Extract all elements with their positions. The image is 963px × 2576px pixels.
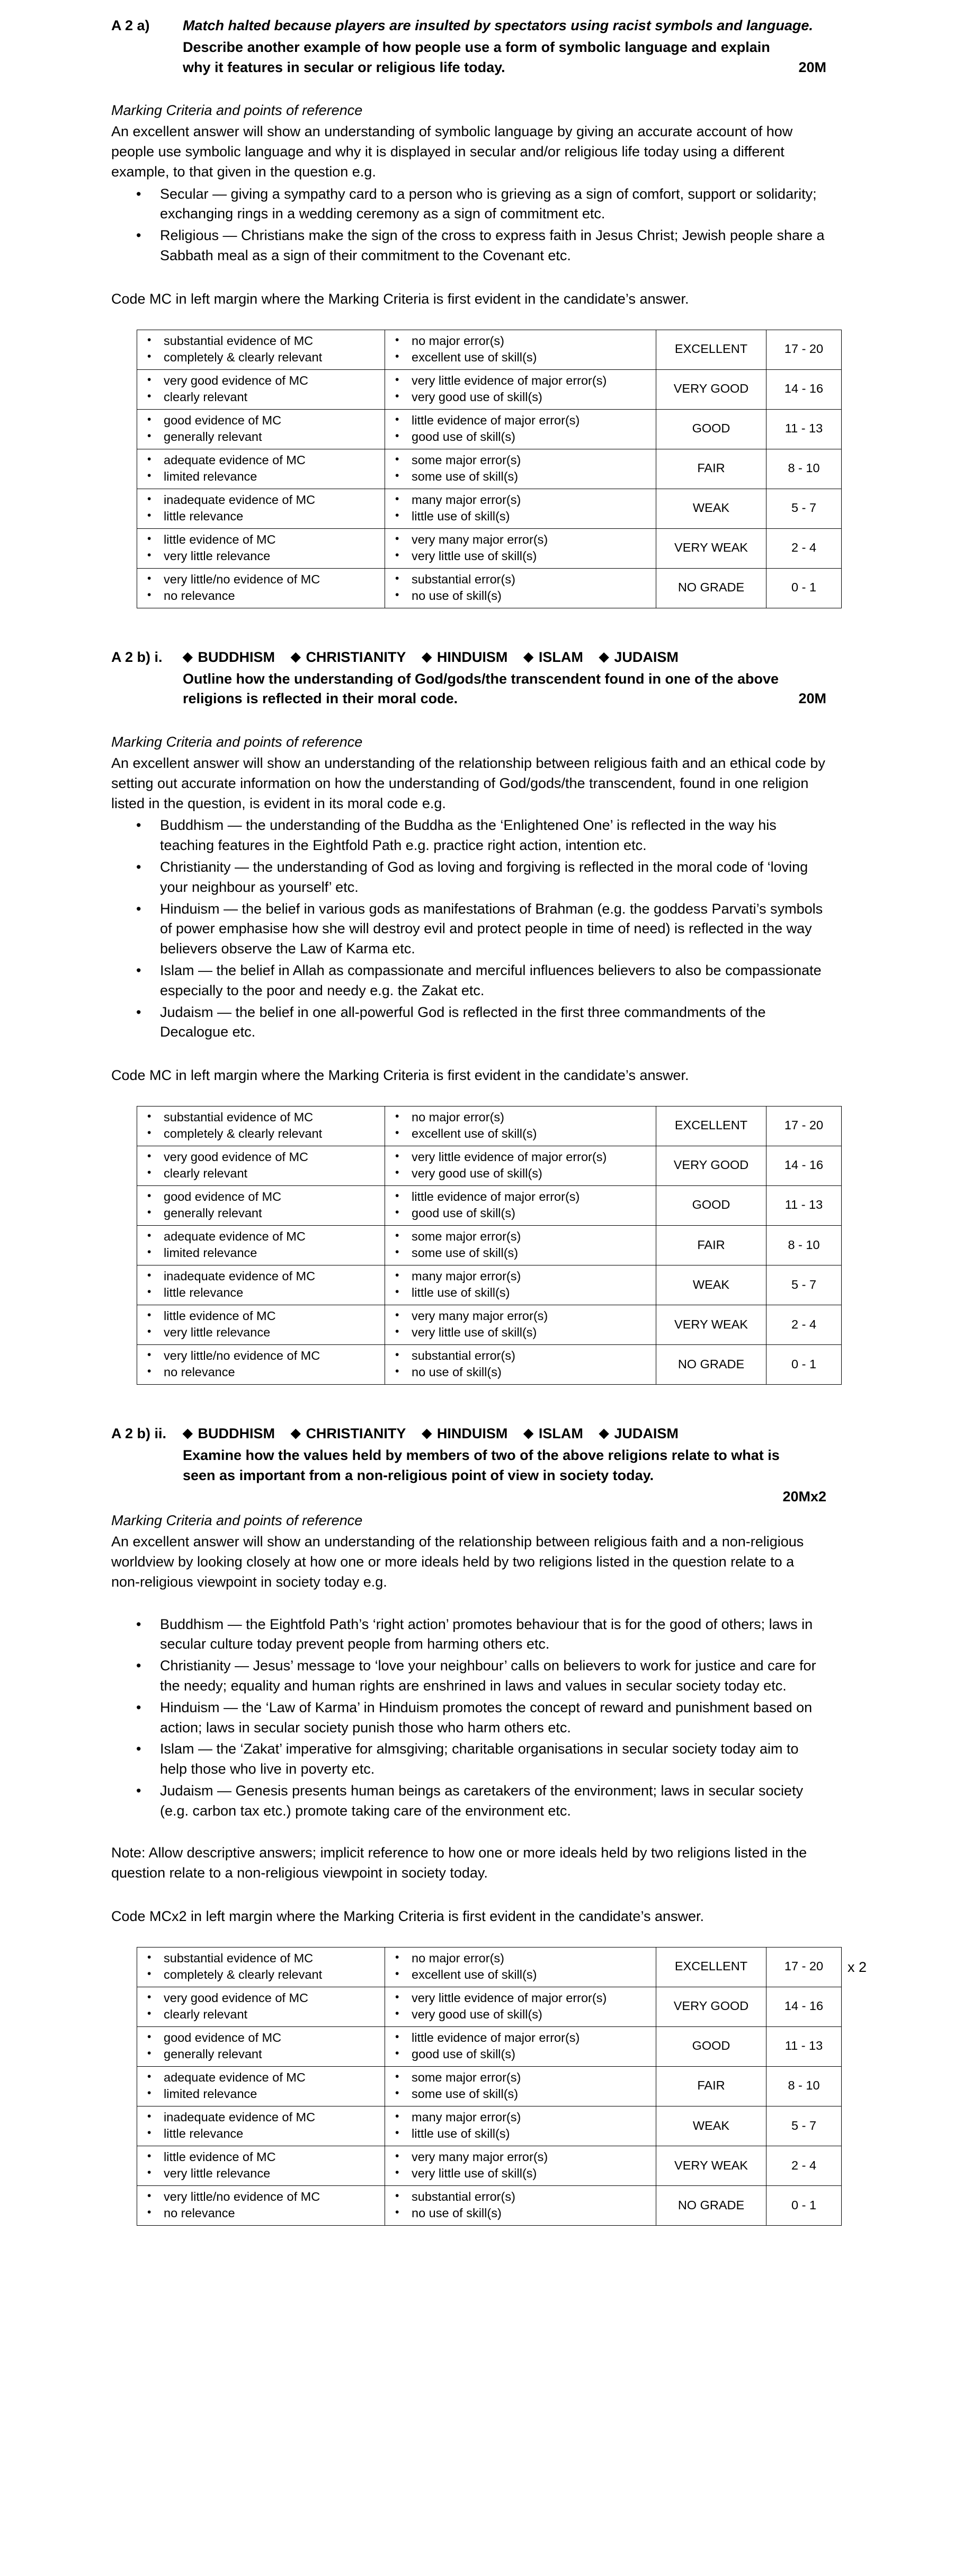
errors-line: • very little evidence of major error(s) bbox=[388, 1149, 653, 1165]
mark-range-cell: 14 - 16 bbox=[766, 1146, 842, 1185]
criteria-cell bbox=[137, 1226, 385, 1265]
question-section-3 bbox=[111, 1424, 867, 2226]
grade-cell: VERY WEAK bbox=[656, 2146, 766, 2186]
criteria-line: • generally relevant bbox=[140, 2046, 381, 2062]
grading-table-row bbox=[137, 1265, 842, 1305]
point-item: • Islam — the belief in Allah as compassionate and merciful influences believers to also be compassionate especially to the poor and needy e.g. the Zakat etc. bbox=[111, 961, 826, 1001]
criteria-line: • good evidence of MC bbox=[140, 2030, 381, 2046]
grading-table bbox=[137, 1106, 842, 1385]
point-item: • Christianity — Jesus’ message to ‘love your neighbour’ calls on believers to work for justice and care for the needy; equality and human rights are enshrined in laws and values in secular society today etc. bbox=[111, 1656, 826, 1696]
marks-label: 20M bbox=[798, 59, 826, 75]
errors-line: • little evidence of major error(s) bbox=[388, 1189, 653, 1205]
criteria-line: • little evidence of MC bbox=[140, 2149, 381, 2165]
criteria-line: • very little/no evidence of MC bbox=[140, 2189, 381, 2205]
grading-table-row bbox=[137, 2026, 842, 2066]
grade-cell: EXCELLENT bbox=[656, 1106, 766, 1146]
mark-range-cell: 5 - 7 bbox=[766, 1265, 842, 1305]
grading-table-row bbox=[137, 2066, 842, 2106]
errors-cell bbox=[385, 528, 656, 568]
criteria-intro-paragraph: An excellent answer will show an understanding of symbolic language by giving an accurate account of how people use symbolic language and why it is displayed in secular and/or religious life today using a different example, to that given in the question e.g. bbox=[111, 123, 793, 180]
religion-item bbox=[422, 649, 507, 665]
criteria-intro-paragraph: An excellent answer will show an understanding of the relationship between religious faith and an ethical code by setting out accurate information on how the understanding of God/gods/the transcendent, found in one religion listed in the question, is evident in its moral code e.g. bbox=[111, 755, 825, 811]
religion-item bbox=[523, 649, 583, 665]
religion-name: BUDDHISM bbox=[198, 649, 275, 665]
religion-name: JUDAISM bbox=[614, 649, 679, 665]
grading-table-wrap bbox=[137, 1947, 867, 2226]
grading-table-row bbox=[137, 2146, 842, 2186]
criteria-line: • very little relevance bbox=[140, 548, 381, 564]
errors-line: • some use of skill(s) bbox=[388, 2086, 653, 2102]
criteria-line: • no relevance bbox=[140, 2205, 381, 2221]
grading-table-row bbox=[137, 1345, 842, 1385]
criteria-line: • substantial evidence of MC bbox=[140, 333, 381, 349]
mark-range-cell: 2 - 4 bbox=[766, 528, 842, 568]
grading-table-body bbox=[137, 1106, 842, 1384]
grading-table-row bbox=[137, 409, 842, 449]
grading-table bbox=[137, 1947, 842, 2226]
grading-table-row bbox=[137, 568, 842, 608]
mark-range-cell: 8 - 10 bbox=[766, 1226, 842, 1265]
errors-cell bbox=[385, 489, 656, 528]
mark-range-cell: 0 - 1 bbox=[766, 568, 842, 608]
errors-line: • substantial error(s) bbox=[388, 2189, 653, 2205]
mark-range-cell: 11 - 13 bbox=[766, 1185, 842, 1225]
mark-range-cell: 11 - 13 bbox=[766, 2026, 842, 2066]
criteria-line: • limited relevance bbox=[140, 468, 381, 485]
sections-container bbox=[111, 16, 867, 2226]
criteria-cell bbox=[137, 568, 385, 608]
marks-label: 20M bbox=[798, 691, 826, 707]
grade-cell: EXCELLENT bbox=[656, 1947, 766, 1987]
criteria-cell bbox=[137, 1185, 385, 1225]
criteria-line: • clearly relevant bbox=[140, 2006, 381, 2023]
criteria-cell bbox=[137, 1345, 385, 1385]
marks-label: 20Mx2 bbox=[782, 1488, 826, 1504]
code-note-paragraph: Code MC in left margin where the Marking Criteria is first evident in the candidate’s answer. bbox=[111, 1067, 689, 1084]
grading-table-row bbox=[137, 1106, 842, 1146]
point-item: • Secular — giving a sympathy card to a person who is grieving as a sign of comfort, support or solidarity; exchanging rings in a wedding ceremony as a sign of commitment etc. bbox=[111, 184, 826, 225]
errors-line: • very good use of skill(s) bbox=[388, 2006, 653, 2023]
marking-criteria-heading: Marking Criteria and points of reference bbox=[111, 734, 363, 750]
errors-line: • no use of skill(s) bbox=[388, 588, 653, 604]
mark-range-cell: 17 - 20 bbox=[766, 330, 842, 369]
errors-cell bbox=[385, 2066, 656, 2106]
grading-table-row bbox=[137, 2106, 842, 2146]
errors-line: • excellent use of skill(s) bbox=[388, 1126, 653, 1142]
criteria-cell bbox=[137, 409, 385, 449]
religion-item bbox=[599, 649, 679, 665]
grading-table-row bbox=[137, 1987, 842, 2026]
errors-line: • very little use of skill(s) bbox=[388, 548, 653, 564]
religion-item bbox=[183, 1426, 275, 1441]
errors-cell bbox=[385, 2146, 656, 2186]
religion-name: HINDUISM bbox=[436, 1426, 508, 1442]
errors-cell bbox=[385, 330, 656, 369]
grade-cell: NO GRADE bbox=[656, 2186, 766, 2226]
diamond-icon: ◆ bbox=[422, 649, 432, 664]
grading-table-row bbox=[137, 1226, 842, 1265]
point-item: • Judaism — the belief in one all-powerful God is reflected in the first three commandments of the Decalogue etc. bbox=[111, 1003, 826, 1043]
criteria-cell bbox=[137, 330, 385, 369]
grade-cell: GOOD bbox=[656, 1185, 766, 1225]
errors-cell bbox=[385, 568, 656, 608]
point-item: • Religious — Christians make the sign of the cross to express faith in Jesus Christ; Jewish people share a Sabbath meal as a sign of their commitment to the Covenant etc. bbox=[111, 226, 826, 266]
criteria-cell bbox=[137, 2146, 385, 2186]
grade-cell: NO GRADE bbox=[656, 1345, 766, 1385]
grading-table bbox=[137, 330, 842, 608]
religion-item bbox=[291, 1426, 406, 1441]
grading-table-row bbox=[137, 1146, 842, 1185]
criteria-cell bbox=[137, 2186, 385, 2226]
mark-range-cell: 11 - 13 bbox=[766, 409, 842, 449]
mark-range-cell: 17 - 20 bbox=[766, 1947, 842, 1987]
errors-cell bbox=[385, 1265, 656, 1305]
errors-line: • substantial error(s) bbox=[388, 1348, 653, 1364]
question-text: Examine how the values held by members of two of the above religions relate to what is seen as important from a non-religious point of view in society today. bbox=[183, 1447, 780, 1483]
errors-line: • very many major error(s) bbox=[388, 532, 653, 548]
grade-cell: VERY GOOD bbox=[656, 1987, 766, 2026]
criteria-line: • no relevance bbox=[140, 1364, 381, 1380]
errors-line: • good use of skill(s) bbox=[388, 429, 653, 445]
diamond-icon: ◆ bbox=[523, 649, 533, 664]
criteria-line: • substantial evidence of MC bbox=[140, 1109, 381, 1126]
criteria-line: • adequate evidence of MC bbox=[140, 2069, 381, 2086]
question-header bbox=[111, 16, 826, 77]
errors-line: • no use of skill(s) bbox=[388, 2205, 653, 2221]
mark-range-cell: 2 - 4 bbox=[766, 1305, 842, 1345]
errors-line: • very little evidence of major error(s) bbox=[388, 373, 653, 389]
note-paragraph: Note: Allow descriptive answers; implicit reference to how one or more ideals held by two religions listed in the question relate to a non-religious viewpoint in society today. bbox=[111, 1845, 807, 1881]
grade-cell: WEAK bbox=[656, 1265, 766, 1305]
grade-cell: VERY WEAK bbox=[656, 1305, 766, 1345]
criteria-line: • inadequate evidence of MC bbox=[140, 492, 381, 508]
grading-table-row bbox=[137, 1305, 842, 1345]
criteria-line: • inadequate evidence of MC bbox=[140, 2109, 381, 2126]
criteria-line: • completely & clearly relevant bbox=[140, 1967, 381, 1983]
religion-name: CHRISTIANITY bbox=[306, 1426, 406, 1442]
grading-table-wrap bbox=[137, 1106, 841, 1385]
criteria-line: • substantial evidence of MC bbox=[140, 1950, 381, 1967]
religion-name: ISLAM bbox=[538, 1426, 583, 1442]
grade-cell: EXCELLENT bbox=[656, 330, 766, 369]
criteria-cell bbox=[137, 1265, 385, 1305]
mark-range-cell: 2 - 4 bbox=[766, 2146, 842, 2186]
religion-item bbox=[523, 1426, 583, 1441]
question-line bbox=[183, 1446, 826, 1486]
question-label: A 2 b) ii. bbox=[111, 1426, 167, 1442]
question-body bbox=[183, 648, 826, 709]
grading-table-body bbox=[137, 330, 842, 608]
grading-table-body bbox=[137, 1947, 842, 2225]
errors-line: • very little use of skill(s) bbox=[388, 1324, 653, 1341]
errors-line: • some major error(s) bbox=[388, 1228, 653, 1245]
grading-table-row bbox=[137, 449, 842, 489]
errors-line: • no major error(s) bbox=[388, 1950, 653, 1967]
grading-table-row bbox=[137, 369, 842, 409]
criteria-line: • limited relevance bbox=[140, 1245, 381, 1261]
point-item: • Hinduism — the ‘Law of Karma’ in Hinduism promotes the concept of reward and punishment based on action; laws in secular society punish those who harm others etc. bbox=[111, 1698, 826, 1738]
question-text: Outline how the understanding of God/gods/the transcendent found in one of the above religions is reflected in their moral code. bbox=[183, 670, 779, 707]
criteria-cell bbox=[137, 2106, 385, 2146]
criteria-line: • generally relevant bbox=[140, 429, 381, 445]
mark-range-cell: 8 - 10 bbox=[766, 449, 842, 489]
question-section-2 bbox=[111, 648, 826, 1385]
question-section-1 bbox=[111, 16, 826, 608]
criteria-line: • adequate evidence of MC bbox=[140, 452, 381, 468]
grade-cell: VERY GOOD bbox=[656, 1146, 766, 1185]
criteria-line: • very good evidence of MC bbox=[140, 373, 381, 389]
errors-line: • very good use of skill(s) bbox=[388, 389, 653, 405]
errors-cell bbox=[385, 1106, 656, 1146]
errors-line: • little evidence of major error(s) bbox=[388, 2030, 653, 2046]
grade-cell: FAIR bbox=[656, 2066, 766, 2106]
grading-table-row bbox=[137, 1185, 842, 1225]
diamond-icon: ◆ bbox=[599, 649, 609, 664]
criteria-cell bbox=[137, 1947, 385, 1987]
grading-table-row bbox=[137, 2186, 842, 2226]
question-text: Describe another example of how people use a form of symbolic language and explain why it features in secular or religious life today. bbox=[183, 39, 770, 75]
errors-cell bbox=[385, 1185, 656, 1225]
code-note-paragraph: Code MC in left margin where the Marking Criteria is first evident in the candidate’s answer. bbox=[111, 290, 689, 307]
religion-name: JUDAISM bbox=[614, 1426, 679, 1442]
criteria-line: • little relevance bbox=[140, 508, 381, 525]
point-item: • Hinduism — the belief in various gods as manifestations of Brahman (e.g. the goddess Parvati’s symbols of power emphasise how she will destroy evil and protect people in time of need) is reflected in the way believers observe the Law of Karma etc. bbox=[111, 899, 826, 959]
criteria-cell bbox=[137, 1987, 385, 2026]
mark-range-cell: 5 - 7 bbox=[766, 2106, 842, 2146]
errors-line: • very little evidence of major error(s) bbox=[388, 1990, 653, 2006]
errors-line: • little use of skill(s) bbox=[388, 2126, 653, 2142]
diamond-icon: ◆ bbox=[183, 649, 193, 664]
religion-name: BUDDHISM bbox=[198, 1426, 275, 1442]
question-label: A 2 b) i. bbox=[111, 649, 163, 665]
errors-line: • many major error(s) bbox=[388, 1268, 653, 1285]
stimulus-text: Match halted because players are insulted by spectators using racist symbols and language. bbox=[183, 17, 813, 33]
criteria-line: • good evidence of MC bbox=[140, 1189, 381, 1205]
errors-line: • excellent use of skill(s) bbox=[388, 349, 653, 366]
question-line bbox=[183, 669, 826, 710]
errors-cell bbox=[385, 449, 656, 489]
errors-line: • substantial error(s) bbox=[388, 571, 653, 588]
criteria-line: • completely & clearly relevant bbox=[140, 1126, 381, 1142]
grade-cell: WEAK bbox=[656, 2106, 766, 2146]
question-body bbox=[183, 16, 826, 77]
grade-cell: FAIR bbox=[656, 449, 766, 489]
religion-name: CHRISTIANITY bbox=[306, 649, 406, 665]
point-item: • Christianity — the understanding of God as loving and forgiving is reflected in the moral code of ‘loving your neighbour as yourself’ etc. bbox=[111, 857, 826, 898]
points-list bbox=[111, 1615, 826, 1821]
mark-range-cell: 5 - 7 bbox=[766, 489, 842, 528]
religion-item bbox=[291, 649, 406, 665]
diamond-icon: ◆ bbox=[183, 1426, 193, 1441]
errors-line: • good use of skill(s) bbox=[388, 2046, 653, 2062]
criteria-cell bbox=[137, 1305, 385, 1345]
points-list bbox=[111, 184, 826, 266]
grading-table-row bbox=[137, 330, 842, 369]
errors-line: • many major error(s) bbox=[388, 2109, 653, 2126]
mark-range-cell: 0 - 1 bbox=[766, 1345, 842, 1385]
criteria-line: • very good evidence of MC bbox=[140, 1149, 381, 1165]
errors-line: • some use of skill(s) bbox=[388, 1245, 653, 1261]
point-item: • Judaism — Genesis presents human beings as caretakers of the environment; laws in secular society (e.g. carbon tax etc.) promote taking care of the environment etc. bbox=[111, 1781, 826, 1821]
diamond-icon: ◆ bbox=[422, 1426, 432, 1441]
errors-cell bbox=[385, 1305, 656, 1345]
criteria-cell bbox=[137, 528, 385, 568]
religion-name: HINDUISM bbox=[436, 649, 508, 665]
criteria-line: • generally relevant bbox=[140, 1205, 381, 1221]
grade-cell: VERY GOOD bbox=[656, 369, 766, 409]
grade-cell: NO GRADE bbox=[656, 568, 766, 608]
religion-name: ISLAM bbox=[538, 649, 583, 665]
marking-criteria-heading: Marking Criteria and points of reference bbox=[111, 1512, 363, 1529]
errors-line: • no use of skill(s) bbox=[388, 1364, 653, 1380]
grade-cell: VERY WEAK bbox=[656, 528, 766, 568]
grading-table-row bbox=[137, 1947, 842, 1987]
criteria-line: • very good evidence of MC bbox=[140, 1990, 381, 2006]
errors-line: • excellent use of skill(s) bbox=[388, 1967, 653, 1983]
grading-table-row bbox=[137, 528, 842, 568]
criteria-cell bbox=[137, 2066, 385, 2106]
question-line bbox=[183, 38, 826, 78]
grading-table-wrap bbox=[137, 330, 841, 608]
code-note-paragraph: Code MCx2 in left margin where the Marking Criteria is first evident in the candidate’s answer. bbox=[111, 1908, 705, 1925]
question-label: A 2 a) bbox=[111, 17, 150, 33]
errors-line: • little use of skill(s) bbox=[388, 1285, 653, 1301]
question-body bbox=[183, 1424, 826, 1507]
errors-cell bbox=[385, 2026, 656, 2066]
criteria-line: • limited relevance bbox=[140, 2086, 381, 2102]
errors-line: • very little use of skill(s) bbox=[388, 2165, 653, 2182]
grade-cell: GOOD bbox=[656, 2026, 766, 2066]
errors-cell bbox=[385, 1345, 656, 1385]
religions-line bbox=[183, 1424, 826, 1444]
marking-criteria-heading: Marking Criteria and points of reference bbox=[111, 102, 363, 119]
errors-line: • some major error(s) bbox=[388, 2069, 653, 2086]
mark-range-cell: 14 - 16 bbox=[766, 369, 842, 409]
errors-cell bbox=[385, 2186, 656, 2226]
table-multiplier-annotation: x 2 bbox=[848, 1959, 867, 1975]
religion-item bbox=[422, 1426, 507, 1441]
errors-line: • little evidence of major error(s) bbox=[388, 412, 653, 429]
errors-line: • no major error(s) bbox=[388, 333, 653, 349]
point-item: • Buddhism — the Eightfold Path’s ‘right action’ promotes behaviour that is for the good of others; laws in secular culture today prevent people from harming others etc. bbox=[111, 1615, 826, 1655]
grade-cell: GOOD bbox=[656, 409, 766, 449]
errors-line: • very good use of skill(s) bbox=[388, 1165, 653, 1182]
criteria-cell bbox=[137, 2026, 385, 2066]
errors-line: • very many major error(s) bbox=[388, 1308, 653, 1324]
mark-range-cell: 0 - 1 bbox=[766, 2186, 842, 2226]
criteria-line: • clearly relevant bbox=[140, 389, 381, 405]
criteria-line: • little relevance bbox=[140, 2126, 381, 2142]
errors-cell bbox=[385, 1146, 656, 1185]
criteria-intro-paragraph: An excellent answer will show an understanding of the relationship between religious faith and a non-religious worldview by looking closely at how one or more ideals held by two religions listed in the question relate to a non-religious viewpoint in society today e.g. bbox=[111, 1534, 804, 1590]
mark-range-cell: 17 - 20 bbox=[766, 1106, 842, 1146]
errors-cell bbox=[385, 369, 656, 409]
religion-item bbox=[599, 1426, 679, 1441]
errors-line: • no major error(s) bbox=[388, 1109, 653, 1126]
religion-item bbox=[183, 649, 275, 665]
criteria-line: • clearly relevant bbox=[140, 1165, 381, 1182]
diamond-icon: ◆ bbox=[290, 649, 301, 664]
criteria-line: • very little/no evidence of MC bbox=[140, 571, 381, 588]
errors-cell bbox=[385, 409, 656, 449]
mark-range-cell: 8 - 10 bbox=[766, 2066, 842, 2106]
criteria-line: • very little relevance bbox=[140, 1324, 381, 1341]
criteria-line: • little evidence of MC bbox=[140, 1308, 381, 1324]
grade-cell: WEAK bbox=[656, 489, 766, 528]
errors-cell bbox=[385, 2106, 656, 2146]
errors-line: • many major error(s) bbox=[388, 492, 653, 508]
criteria-line: • completely & clearly relevant bbox=[140, 349, 381, 366]
criteria-cell bbox=[137, 1106, 385, 1146]
point-item: • Buddhism — the understanding of the Buddha as the ‘Enlightened One’ is reflected in the way his teaching features in the Eightfold Path e.g. practice right action, intention etc. bbox=[111, 816, 826, 856]
errors-cell bbox=[385, 1226, 656, 1265]
points-list bbox=[111, 816, 826, 1042]
criteria-cell bbox=[137, 369, 385, 409]
criteria-line: • no relevance bbox=[140, 588, 381, 604]
grade-cell: FAIR bbox=[656, 1226, 766, 1265]
criteria-line: • good evidence of MC bbox=[140, 412, 381, 429]
criteria-line: • very little relevance bbox=[140, 2165, 381, 2182]
criteria-line: • very little/no evidence of MC bbox=[140, 1348, 381, 1364]
point-item: • Islam — the ‘Zakat’ imperative for almsgiving; charitable organisations in secular society today aim to help those who live in poverty etc. bbox=[111, 1739, 826, 1780]
criteria-line: • adequate evidence of MC bbox=[140, 1228, 381, 1245]
question-header bbox=[111, 1424, 826, 1507]
criteria-line: • little relevance bbox=[140, 1285, 381, 1301]
errors-line: • good use of skill(s) bbox=[388, 1205, 653, 1221]
errors-cell bbox=[385, 1947, 656, 1987]
errors-line: • little use of skill(s) bbox=[388, 508, 653, 525]
grading-table-row bbox=[137, 489, 842, 528]
errors-line: • some use of skill(s) bbox=[388, 468, 653, 485]
diamond-icon: ◆ bbox=[523, 1426, 533, 1441]
criteria-cell bbox=[137, 449, 385, 489]
errors-line: • some major error(s) bbox=[388, 452, 653, 468]
religions-line bbox=[183, 648, 826, 668]
errors-line: • very many major error(s) bbox=[388, 2149, 653, 2165]
diamond-icon: ◆ bbox=[290, 1426, 301, 1441]
errors-cell bbox=[385, 1987, 656, 2026]
question-header bbox=[111, 648, 826, 709]
criteria-line: • little evidence of MC bbox=[140, 532, 381, 548]
criteria-line: • inadequate evidence of MC bbox=[140, 1268, 381, 1285]
criteria-cell bbox=[137, 489, 385, 528]
criteria-cell bbox=[137, 1146, 385, 1185]
mark-range-cell: 14 - 16 bbox=[766, 1987, 842, 2026]
diamond-icon: ◆ bbox=[599, 1426, 609, 1441]
